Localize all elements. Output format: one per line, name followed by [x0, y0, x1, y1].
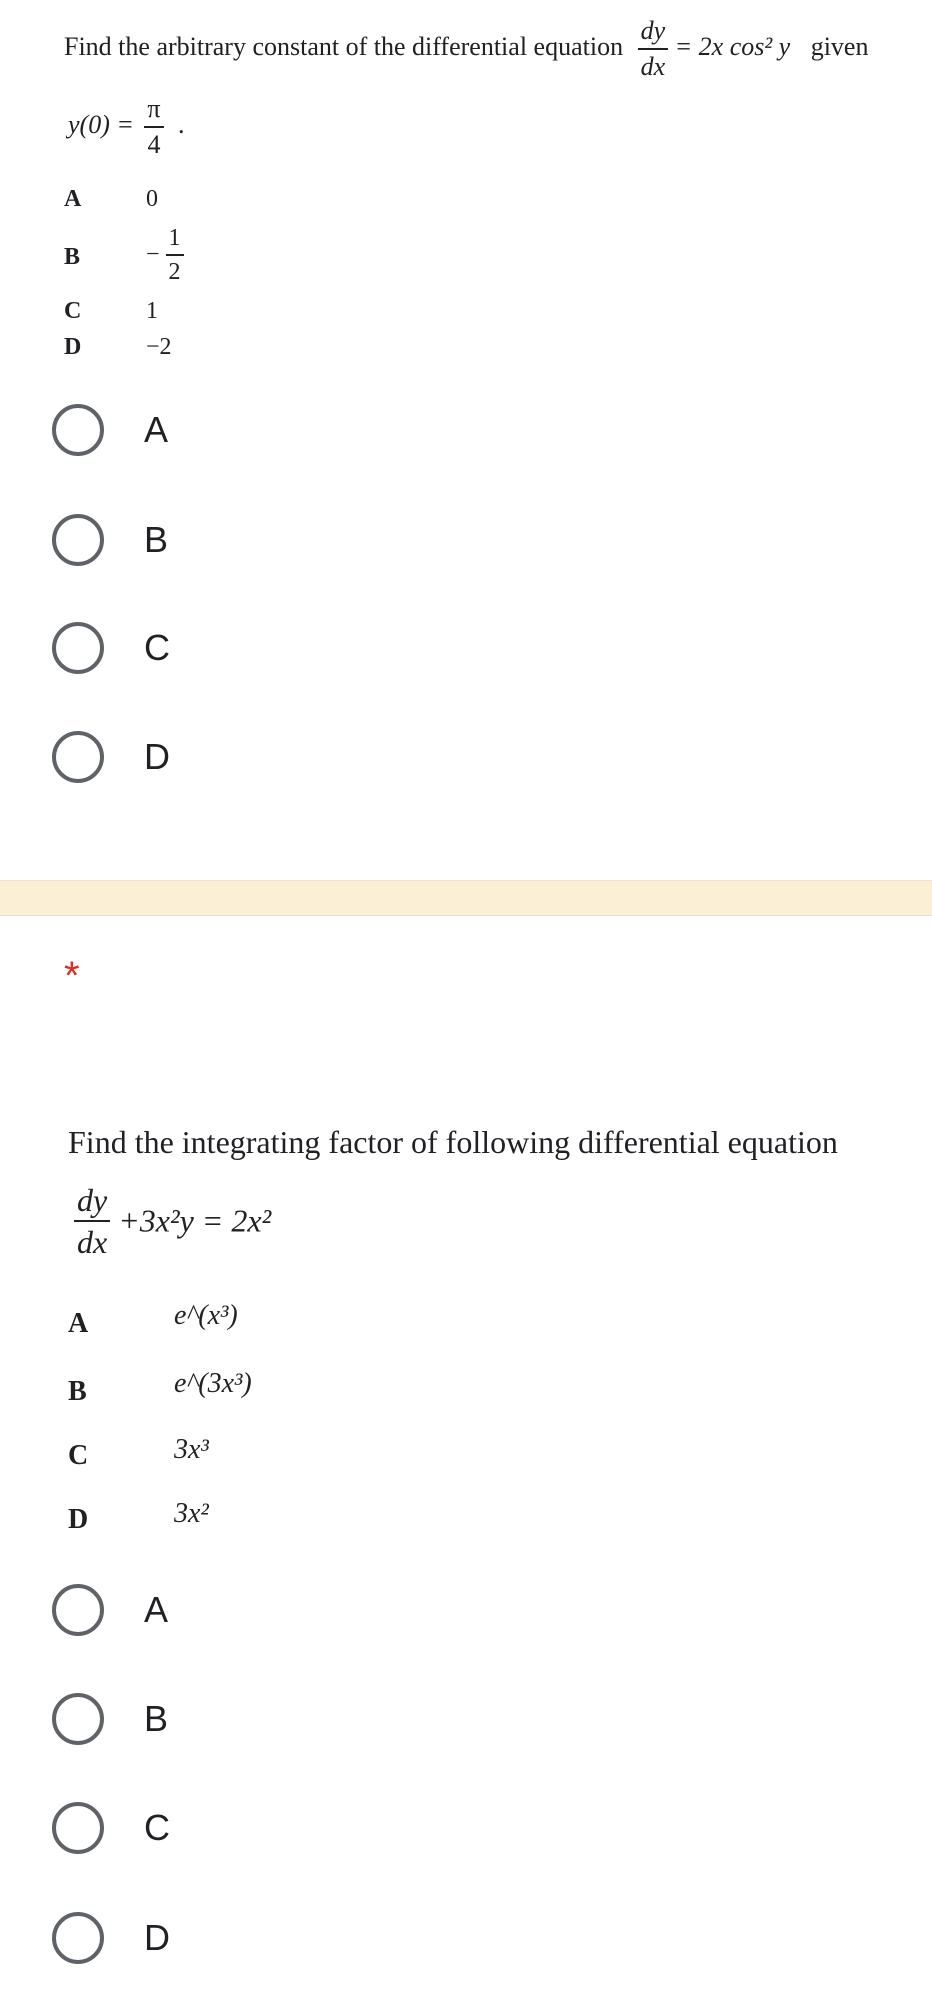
option-letter-c: C: [68, 1440, 89, 1471]
option-value-d: −2: [146, 334, 172, 360]
question-1-condition: y(0) = $\frac{\pi}{4}$ .: [68, 94, 185, 159]
question-2-choice-c[interactable]: C: [52, 1798, 170, 1858]
required-asterisk: *: [64, 954, 80, 998]
option-letter-a: A: [64, 186, 82, 212]
option-letter-b: B: [68, 1376, 87, 1407]
option-value-c: 3x³: [174, 1434, 209, 1465]
radio-button[interactable]: [52, 1802, 104, 1854]
option-value-b: − $\frac{1}{2}$: [146, 226, 184, 284]
option-value-d: 3x²: [174, 1498, 209, 1529]
option-letter-c: C: [64, 298, 82, 324]
question-1-given: given: [810, 31, 869, 61]
radio-button[interactable]: [52, 1584, 104, 1636]
radio-button[interactable]: [52, 1912, 104, 1964]
question-1-choice-c[interactable]: C: [52, 618, 170, 678]
question-1-prompt: [64, 18, 868, 80]
question-2-choice-d[interactable]: D: [52, 1908, 170, 1968]
option-value-a: 0: [146, 186, 158, 212]
option-letter-b: B: [64, 244, 81, 270]
question-1-choice-b[interactable]: B: [52, 510, 168, 570]
question-1-derivative: $\frac{dy}{dx}$: [638, 18, 669, 80]
option-letter-d: D: [68, 1504, 89, 1535]
option-letter-d: D: [64, 334, 82, 360]
question-2-equation: $\frac{dy}{dx}$ +3x²y = 2x²: [74, 1184, 271, 1258]
question-2-choice-a[interactable]: A: [52, 1580, 168, 1640]
question-1-choice-a[interactable]: A: [52, 400, 168, 460]
section-divider: [0, 880, 932, 916]
radio-button[interactable]: [52, 622, 104, 674]
option-value-a: e^(x³): [174, 1300, 238, 1331]
radio-button[interactable]: [52, 731, 104, 783]
question-2-choice-b[interactable]: B: [52, 1689, 168, 1749]
question-1-text: Find the arbitrary constant of the differential equation: [64, 31, 624, 61]
radio-button[interactable]: [52, 514, 104, 566]
option-value-c: 1: [146, 298, 158, 324]
radio-button[interactable]: [52, 404, 104, 456]
question-1-choice-d[interactable]: D: [52, 727, 170, 787]
option-letter-a: A: [68, 1308, 89, 1339]
radio-button[interactable]: [52, 1693, 104, 1745]
question-1-equation-rhs: = 2x cos² y: [674, 31, 791, 61]
option-value-b: e^(3x³): [174, 1368, 252, 1399]
question-2-prompt: Find the integrating factor of following differential equation: [68, 1124, 838, 1160]
